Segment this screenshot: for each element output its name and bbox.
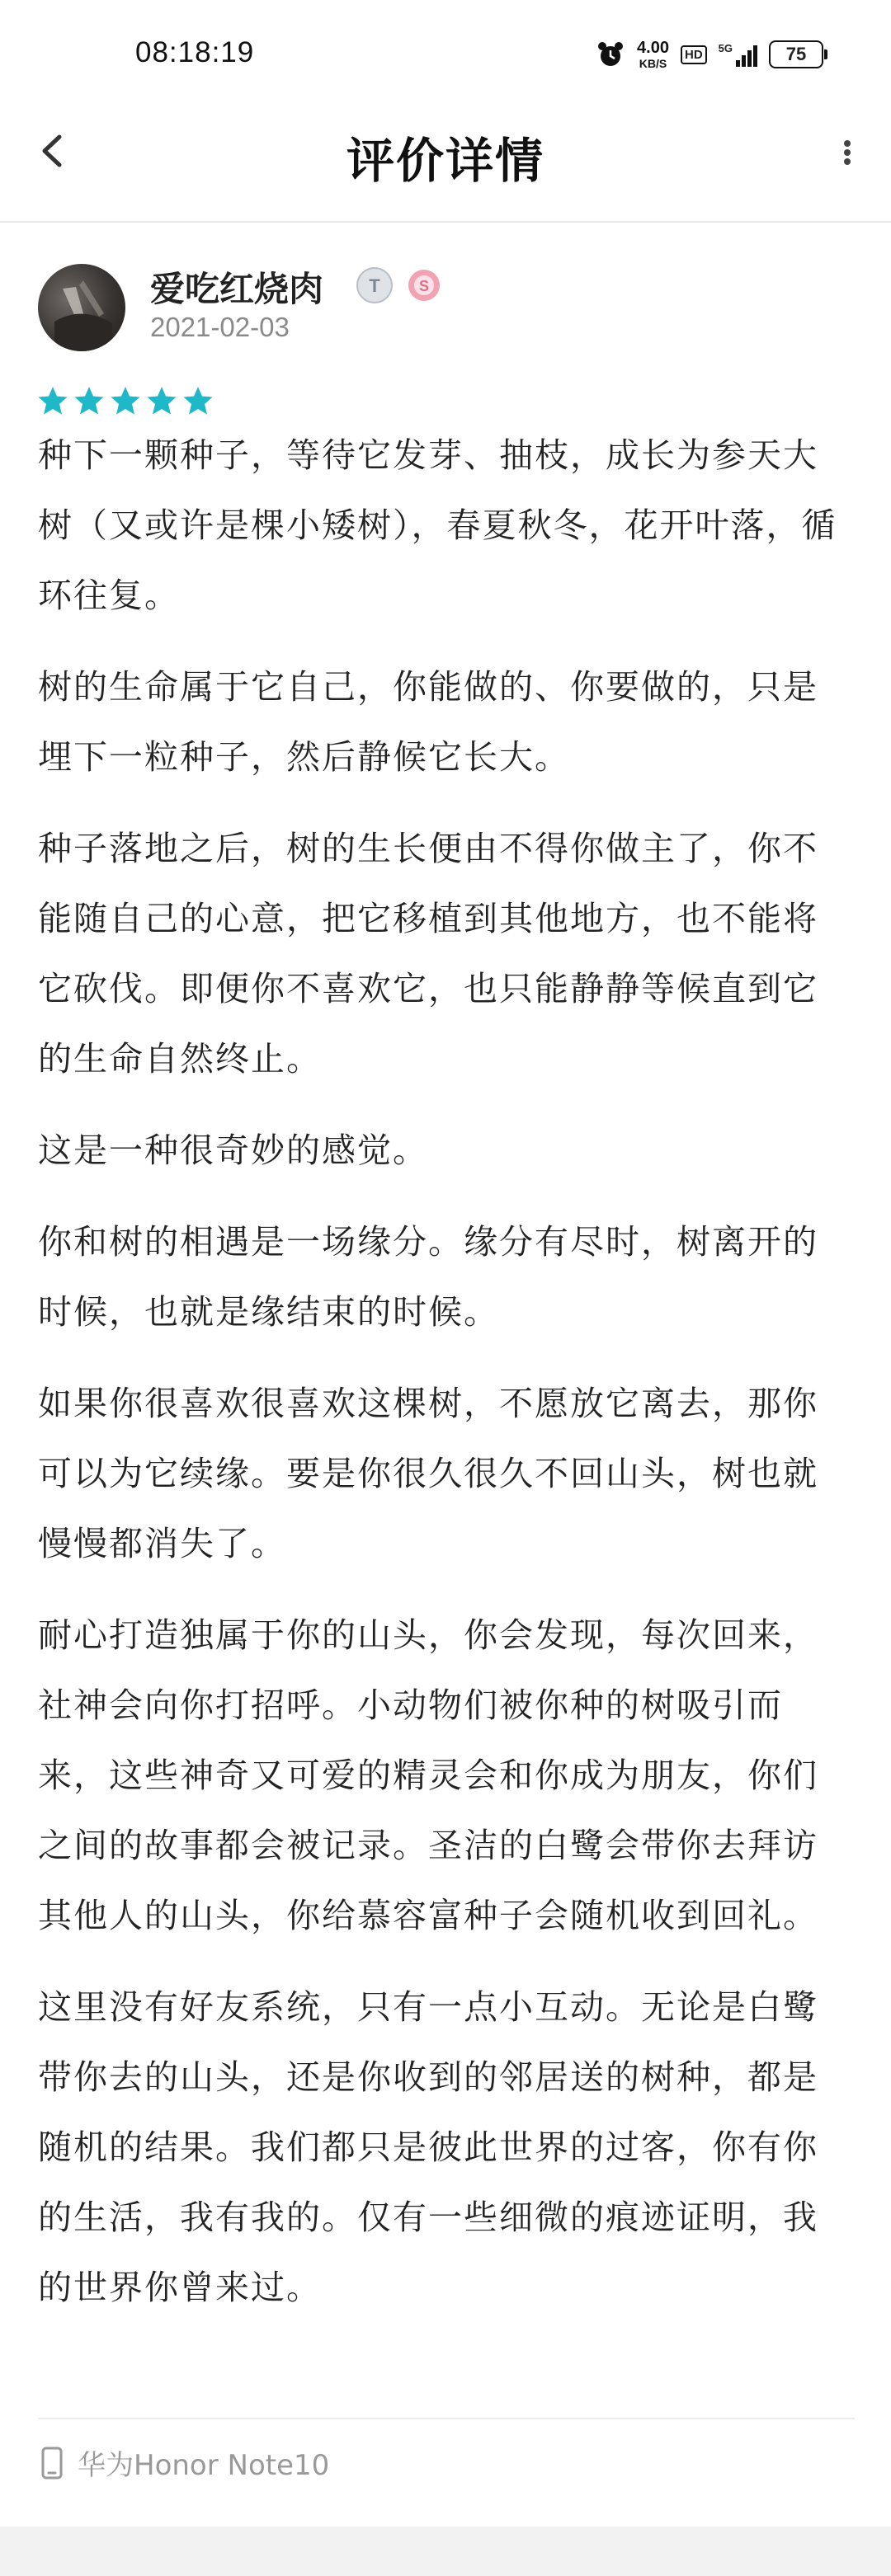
page-title: 评价详情 xyxy=(346,133,544,189)
svg-text:S: S xyxy=(418,278,430,294)
review-date: 2021-02-03 xyxy=(150,312,290,342)
review-paragraph: 这是一种很奇妙的感觉。 xyxy=(38,1131,428,1170)
review-paragraph: 种子落地之后，树的生长便由不得你做主了，你不能随自己的心意，把它移植到其他地方，也不能将它砍伐。即便你不喜欢它，也只能静静等候直到它的生命自然终止。 xyxy=(38,829,818,1079)
review-paragraph: 这里没有好友系统，只有一点小互动。无论是白鹭带你去的山头，还是你收到的邻居送的树种，都是随机的结果。我们都只是彼此世界的过客，你有你的生活，我有我的。仅有一些细微的痕迹证明，我的世界你曾来过。 xyxy=(38,1987,818,2307)
review-paragraph: 树的生命属于它自己，你能做的、你要做的，只是埋下一粒种子，然后静候它长大。 xyxy=(38,667,818,777)
status-time: 08:18:19 xyxy=(135,36,255,68)
star-icon xyxy=(109,384,142,417)
battery-icon xyxy=(769,40,823,68)
avatar[interactable] xyxy=(38,264,125,351)
status-bar xyxy=(0,0,891,99)
review-paragraph: 种下一颗种子，等待它发芽、抽枝，成长为参天大树（又或许是棵小矮树），春夏秋冬，花开叶落，循环往复。 xyxy=(38,435,837,615)
alarm-icon xyxy=(596,40,625,69)
app-header xyxy=(0,99,891,223)
network-type: 5G xyxy=(718,42,733,54)
star-icon xyxy=(145,384,178,417)
review-paragraph: 你和树的相遇是一场缘分。缘分有尽时，树离开的时候，也就是缘结束的时候。 xyxy=(38,1222,818,1332)
device-name: 华为Honor Note10 xyxy=(78,2449,330,2482)
star-icon xyxy=(36,384,69,417)
avatar-image xyxy=(38,264,125,351)
network-speed xyxy=(637,40,669,69)
medal-badge-icon xyxy=(406,267,442,303)
device-info xyxy=(38,2442,329,2483)
star-icon xyxy=(73,384,106,417)
network-speed-unit: KB/S xyxy=(639,57,667,70)
level-badge-icon xyxy=(355,266,394,305)
review-body xyxy=(38,421,838,2344)
divider xyxy=(38,2418,855,2419)
hd-icon: HD xyxy=(681,45,707,64)
phone-icon xyxy=(38,2446,66,2480)
review-paragraph: 耐心打造独属于你的山头，你会发现，每次回来，社神会向你打招呼。小动物们被你种的树吸引而来，这些神奇又可爱的精灵会和你成为朋友，你们之间的故事都会被记录。圣洁的白鹭会带你去拜访其他人的山头，你给慕容富种子会随机收到回礼。 xyxy=(38,1615,818,1935)
more-vertical-icon[interactable] xyxy=(827,132,868,173)
svg-text:T: T xyxy=(369,275,380,296)
rating-stars xyxy=(36,384,214,417)
username[interactable]: 爱吃红烧肉 xyxy=(150,269,324,309)
status-icons xyxy=(596,36,823,73)
bottom-band xyxy=(0,2527,891,2576)
battery-level: 75 xyxy=(785,44,807,64)
network-speed-value: 4.00 xyxy=(637,39,669,57)
signal-icon xyxy=(719,42,757,67)
star-icon xyxy=(182,384,214,417)
review-paragraph: 如果你很喜欢很喜欢这棵树，不愿放它离去，那你可以为它续缘。要是你很久很久不回山头，树也就慢慢都消失了。 xyxy=(38,1384,818,1563)
